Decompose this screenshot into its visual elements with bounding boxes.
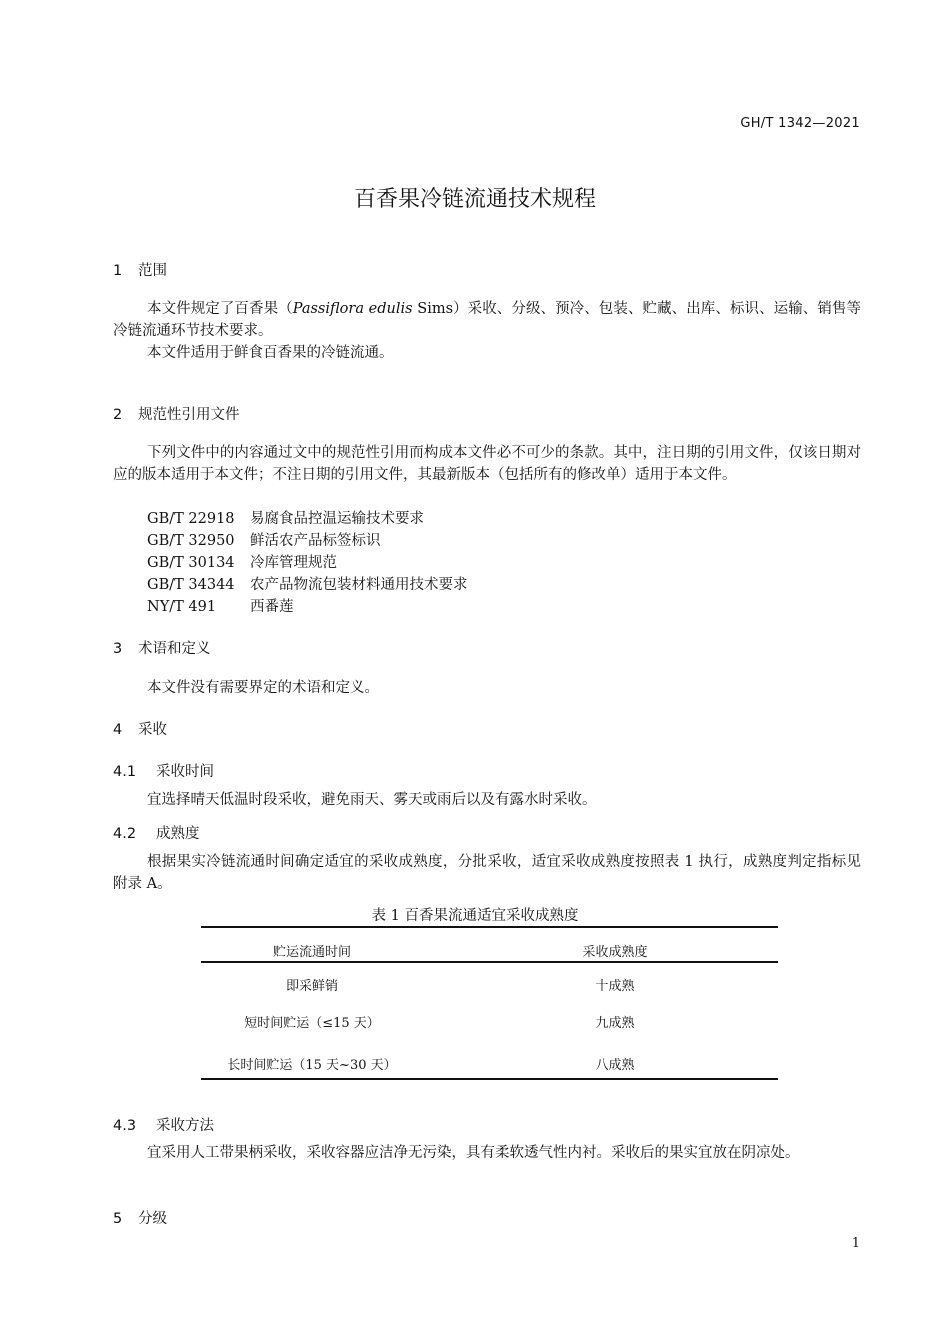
section-title: 术语和定义 — [138, 641, 211, 657]
section-1-paragraph-1 — [113, 298, 861, 342]
section-title: 规范性引用文件 — [138, 407, 240, 423]
standard-code: GH/T 1342—2021 — [740, 116, 860, 131]
reference-title: 农产品物流包装材料通用技术要求 — [250, 577, 468, 593]
section-title: 采收时间 — [156, 764, 214, 780]
reference-title: 冷库管理规范 — [250, 555, 337, 571]
section-4-3-heading — [113, 1114, 214, 1135]
section-title: 成熟度 — [156, 826, 200, 842]
text-run: 本文件没有需要界定的术语和定义。 — [147, 680, 379, 696]
section-4-1-paragraph — [113, 789, 861, 811]
section-title: 范围 — [138, 263, 167, 279]
text-run: 本文件适用于鲜食百香果的冷链流通。 — [147, 345, 394, 361]
text-run: 下列文件中的内容通过文中的规范性引用而构成本文件必不可少的条款。其中，注日期的引用文件，仅该日期对应的版本适用于本文件；不注日期的引用文件，其最新版本（包括所有的修改单）适用于本文件。 — [113, 445, 861, 483]
reference-code: GB/T 32950 — [147, 533, 235, 549]
reference-item — [147, 596, 294, 618]
reference-title: 鲜活农产品标签标识 — [250, 533, 381, 549]
section-2-heading — [113, 403, 240, 424]
section-title: 分级 — [138, 1211, 167, 1227]
table-header-cell: 贮运流通时间 — [272, 945, 351, 960]
table-top-rule — [201, 926, 778, 928]
section-1-paragraph-2 — [113, 342, 861, 364]
reference-title: 易腐食品控温运输技术要求 — [250, 511, 424, 527]
text-run: 宜选择晴天低温时段采收，避免雨天、雾天或雨后以及有露水时采收。 — [147, 792, 597, 808]
section-4-1-heading — [113, 760, 214, 781]
section-number: 4.2 — [113, 826, 137, 842]
table-header-rule — [201, 961, 778, 963]
section-number: 3 — [113, 641, 123, 657]
table-cell: 即采鲜销 — [285, 979, 338, 994]
table-cell: 长时间贮运（15 天~30 天） — [227, 1058, 397, 1073]
reference-title: 西番莲 — [250, 599, 294, 615]
section-1-heading — [113, 259, 167, 280]
reference-item — [147, 574, 468, 596]
text-run: Sims）采收、分级、预冷、包装、贮藏、出库、标识、运输、销售等冷链流通环节技术要求。 — [113, 301, 862, 339]
table-caption: 表 1 百香果流通适宜采收成熟度 — [371, 908, 579, 924]
reference-code: GB/T 30134 — [147, 555, 235, 571]
section-number: 2 — [113, 407, 123, 423]
text-run: 本文件规定了百香果（ — [147, 301, 293, 317]
section-4-3-paragraph — [113, 1142, 861, 1164]
table-cell: 短时间贮运（≤15 天） — [244, 1016, 380, 1031]
reference-code: GB/T 34344 — [147, 577, 235, 593]
section-title: 采收方法 — [156, 1118, 214, 1134]
reference-item — [147, 530, 381, 552]
section-number: 1 — [113, 263, 123, 279]
text-run: 宜采用人工带果柄采收，采收容器应洁净无污染，具有柔软透气性内衬。采收后的果实宜放在阴凉处。 — [147, 1145, 800, 1161]
section-2-paragraph-1 — [113, 442, 861, 486]
document-title: 百香果冷链流通技术规程 — [353, 187, 596, 212]
section-number: 5 — [113, 1211, 123, 1227]
section-number: 4.3 — [113, 1118, 137, 1134]
reference-item — [147, 552, 337, 574]
section-number: 4 — [113, 722, 123, 738]
page-number: 1 — [851, 1236, 860, 1251]
reference-code: NY/T 491 — [147, 599, 217, 615]
species-name: Passiflora edulis — [292, 301, 413, 317]
section-3-heading — [113, 637, 211, 658]
section-4-heading — [113, 718, 167, 739]
section-number: 4.1 — [113, 764, 137, 780]
reference-code: GB/T 22918 — [147, 511, 235, 527]
table-bottom-rule — [201, 1078, 778, 1080]
table-cell: 九成熟 — [595, 1016, 635, 1031]
section-4-2-paragraph — [113, 851, 861, 895]
section-5-heading — [113, 1207, 167, 1228]
section-3-paragraph-1 — [113, 677, 861, 699]
reference-item — [147, 508, 424, 530]
section-title: 采收 — [138, 722, 167, 738]
table-cell: 八成熟 — [595, 1058, 635, 1073]
table-cell: 十成熟 — [595, 979, 635, 994]
text-run: 根据果实冷链流通时间确定适宜的采收成熟度，分批采收，适宜采收成熟度按照表 1 执行，成熟度判定指标见附录 A。 — [113, 854, 861, 892]
section-4-2-heading — [113, 822, 200, 843]
table-header-cell: 采收成熟度 — [582, 945, 648, 960]
